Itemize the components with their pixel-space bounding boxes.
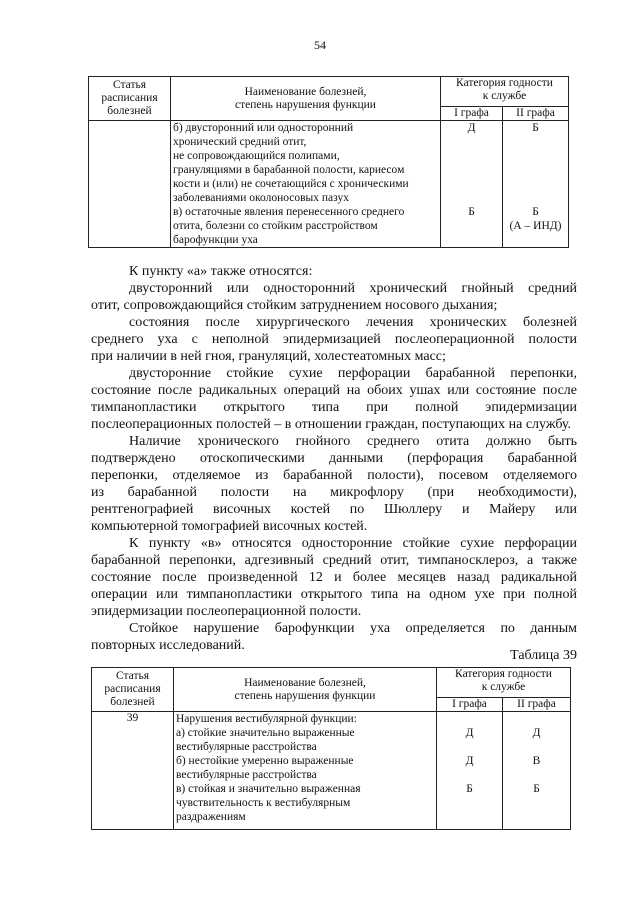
paragraph-5-line: компьютерной томографией височных костей. (91, 519, 368, 534)
row-disease-text: Нарушения вестибулярной функции: а) стойкие значительно выраженные вестибулярные расстройства б) нестойкие умеренно выраженные вестибулярные расстройства в) стойкая и значительно выраженная чувствительность к вестибулярным раздражениям (174, 712, 437, 830)
paragraph-2-line: двусторонний или односторонний хронический гнойный средний (129, 281, 577, 296)
paragraph-2-line: отит, сопровождающийся стойким затруднением носового дыхания; (91, 298, 498, 313)
disease-table-39 (91, 667, 571, 830)
row-grade-col2: Б Б (А – ИНД) (503, 121, 569, 248)
header-col2: II графа (503, 698, 571, 712)
paragraph-3-line: среднего уха с неполной эпидермизацией послеоперационной полости (91, 332, 577, 347)
paragraph-6-line: барабанной перепонки, адгезивный средний отит, тимпаносклероз, а также (91, 553, 577, 568)
paragraph-5-line: перепонки, отделяемое из барабанной полости), посевом отделяемого (91, 468, 577, 483)
header-category: Категория годности к службе (441, 77, 569, 107)
page-number: 54 (314, 38, 326, 52)
paragraph-7-line: повторных исследований. (91, 638, 245, 653)
paragraph-5-line: рентгенографией височных костей по Шюллеру и Майеру или (91, 502, 577, 517)
header-col1: I графа (441, 107, 503, 121)
paragraph-6-line: операции или тимпанопластики открытого типа на одном ухе при полной (91, 587, 577, 602)
header-col2: II графа (503, 107, 569, 121)
body-text (91, 263, 577, 654)
header-disease: Наименование болезней, степень нарушения функции (174, 668, 437, 712)
row-disease-text: б) двусторонний или односторонний хронический средний отит, не сопровождающийся полипами, грануляциями в барабанной полости, кариесом кости и (или) не сочетающийся с хроническими заболеваниями околоносовых пазух в) остаточные явления перенесенного среднего отита, болезни со стойким расстройством барофункции уха (171, 121, 441, 248)
paragraph-1: К пункту «а» также относятся: (129, 264, 313, 279)
paragraph-5-line: Наличие хронического гнойного среднего отита должно быть (129, 434, 577, 449)
row-grade-col1: Д Б (441, 121, 503, 248)
disease-table-continuation (88, 76, 569, 248)
paragraph-5-line: из барабанной полости на микрофлору (при необходимости), (91, 485, 577, 500)
table-39-title: Таблица 39 (510, 648, 577, 663)
header-disease: Наименование болезней, степень нарушения функции (171, 77, 441, 121)
paragraph-7-line: Стойкое нарушение барофункции уха определяется по данным (129, 621, 577, 636)
row-grade-col2: Д В Б (503, 712, 571, 830)
paragraph-6-line: эпидермизации послеоперационной полости. (91, 604, 362, 619)
paragraph-4-line: двусторонние стойкие сухие перфорации барабанной перепонки, (129, 366, 577, 381)
paragraph-5-line: подтверждено отоскопическими данными (перфорация барабанной (91, 451, 577, 466)
paragraph-4-line: состояние после радикальных операций на обоих ушах или состояние после (91, 383, 577, 398)
paragraph-6-line: К пункту «в» относятся односторонние стойкие сухие перфорации (129, 536, 577, 551)
row-grade-col1: Д Д Б (437, 712, 503, 830)
row-article (89, 121, 171, 248)
paragraph-4-line: тимпанопластики открытого типа при полной эпидермизации (91, 400, 577, 415)
paragraph-6-line: состояние после произведенной 12 и более месяцев назад радикальной (91, 570, 577, 585)
header-article: Статья расписания болезней (89, 77, 171, 121)
header-col1: I графа (437, 698, 503, 712)
paragraph-3-line: при наличии в ней гноя, грануляций, холестеатомных масс; (91, 349, 446, 364)
header-category: Категория годности к службе (437, 668, 571, 698)
paragraph-3-line: состояния после хирургического лечения хронических болезней (129, 315, 577, 330)
header-article: Статья расписания болезней (92, 668, 174, 712)
row-article-number: 39 (92, 712, 174, 830)
paragraph-4-line: послеоперационных полостей – в отношении граждан, поступающих на службу. (91, 417, 572, 432)
